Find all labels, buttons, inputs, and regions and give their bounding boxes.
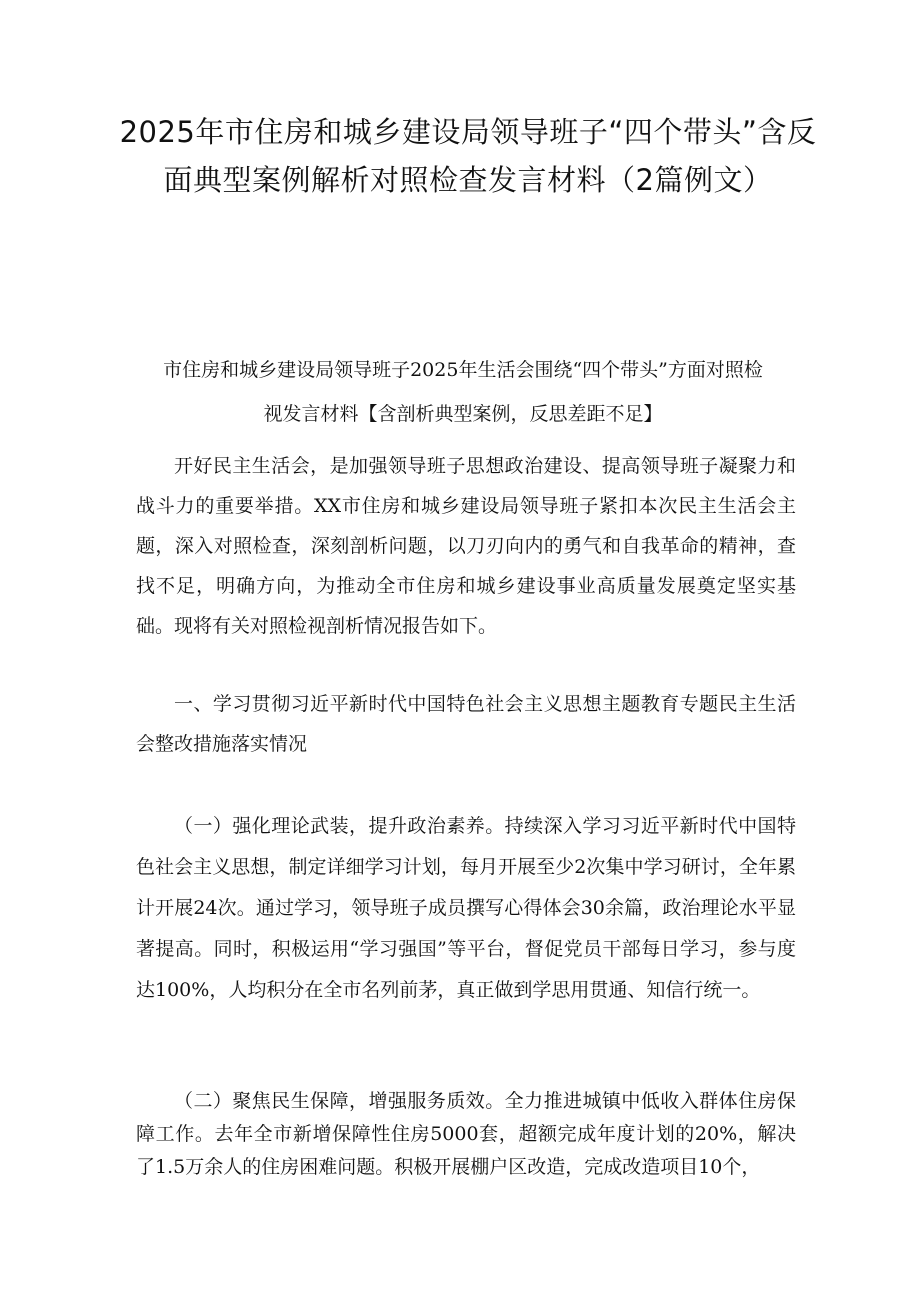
- subtitle-line-1: 市住房和城乡建设局领导班子2025年生活会围绕“四个带头”方面对照检: [163, 359, 763, 381]
- paragraph-intro: 开好民主生活会，是加强领导班子思想政治建设、提高领导班子凝聚力和战斗力的重要举措。XX市住房和城乡建设局领导班子紧扣本次民主生活会主题，深入对照检查，深刻剖析问题，以刀刃向内的勇气和自我革命的精神，查找不足，明确方向，为推动全市住房和城乡建设事业高质量发展奠定坚实基础。现将有关对照检视剖析情况报告如下。: [136, 455, 796, 637]
- section-heading-1: 一、学习贯彻习近平新时代中国特色社会主义思想主题教育专题民主生活会整改措施落实情况: [136, 693, 796, 755]
- document-title: 2025年市住房和城乡建设局领导班子“四个带头”含反面典型案例解析对照检查发言材料（2篇例文）: [119, 115, 817, 197]
- subtitle-line-2: 视发言材料【含剖析典型案例，反思差距不足】: [263, 403, 663, 425]
- paragraph-subsection-2: （二）聚焦民生保障，增强服务质效。全力推进城镇中低收入群体住房保障工作。去年全市新增保障性住房5000套，超额完成年度计划的20%，解决了1.5万余人的住房困难问题。积极开展棚户区改造，完成改造项目10个，: [136, 1090, 796, 1178]
- document-subtitle: [118, 348, 808, 436]
- paragraph-subsection-1: （一）强化理论武装，提升政治素养。持续深入学习习近平新时代中国特色社会主义思想，制定详细学习计划，每月开展至少2次集中学习研讨，全年累计开展24次。通过学习，领导班子成员撰写心得体会30余篇，政治理论水平显著提高。同时，积极运用“学习强国”等平台，督促党员干部每日学习，参与度达100%，人均积分在全市名列前茅，真正做到学思用贯通、知信行统一。: [136, 815, 796, 1001]
